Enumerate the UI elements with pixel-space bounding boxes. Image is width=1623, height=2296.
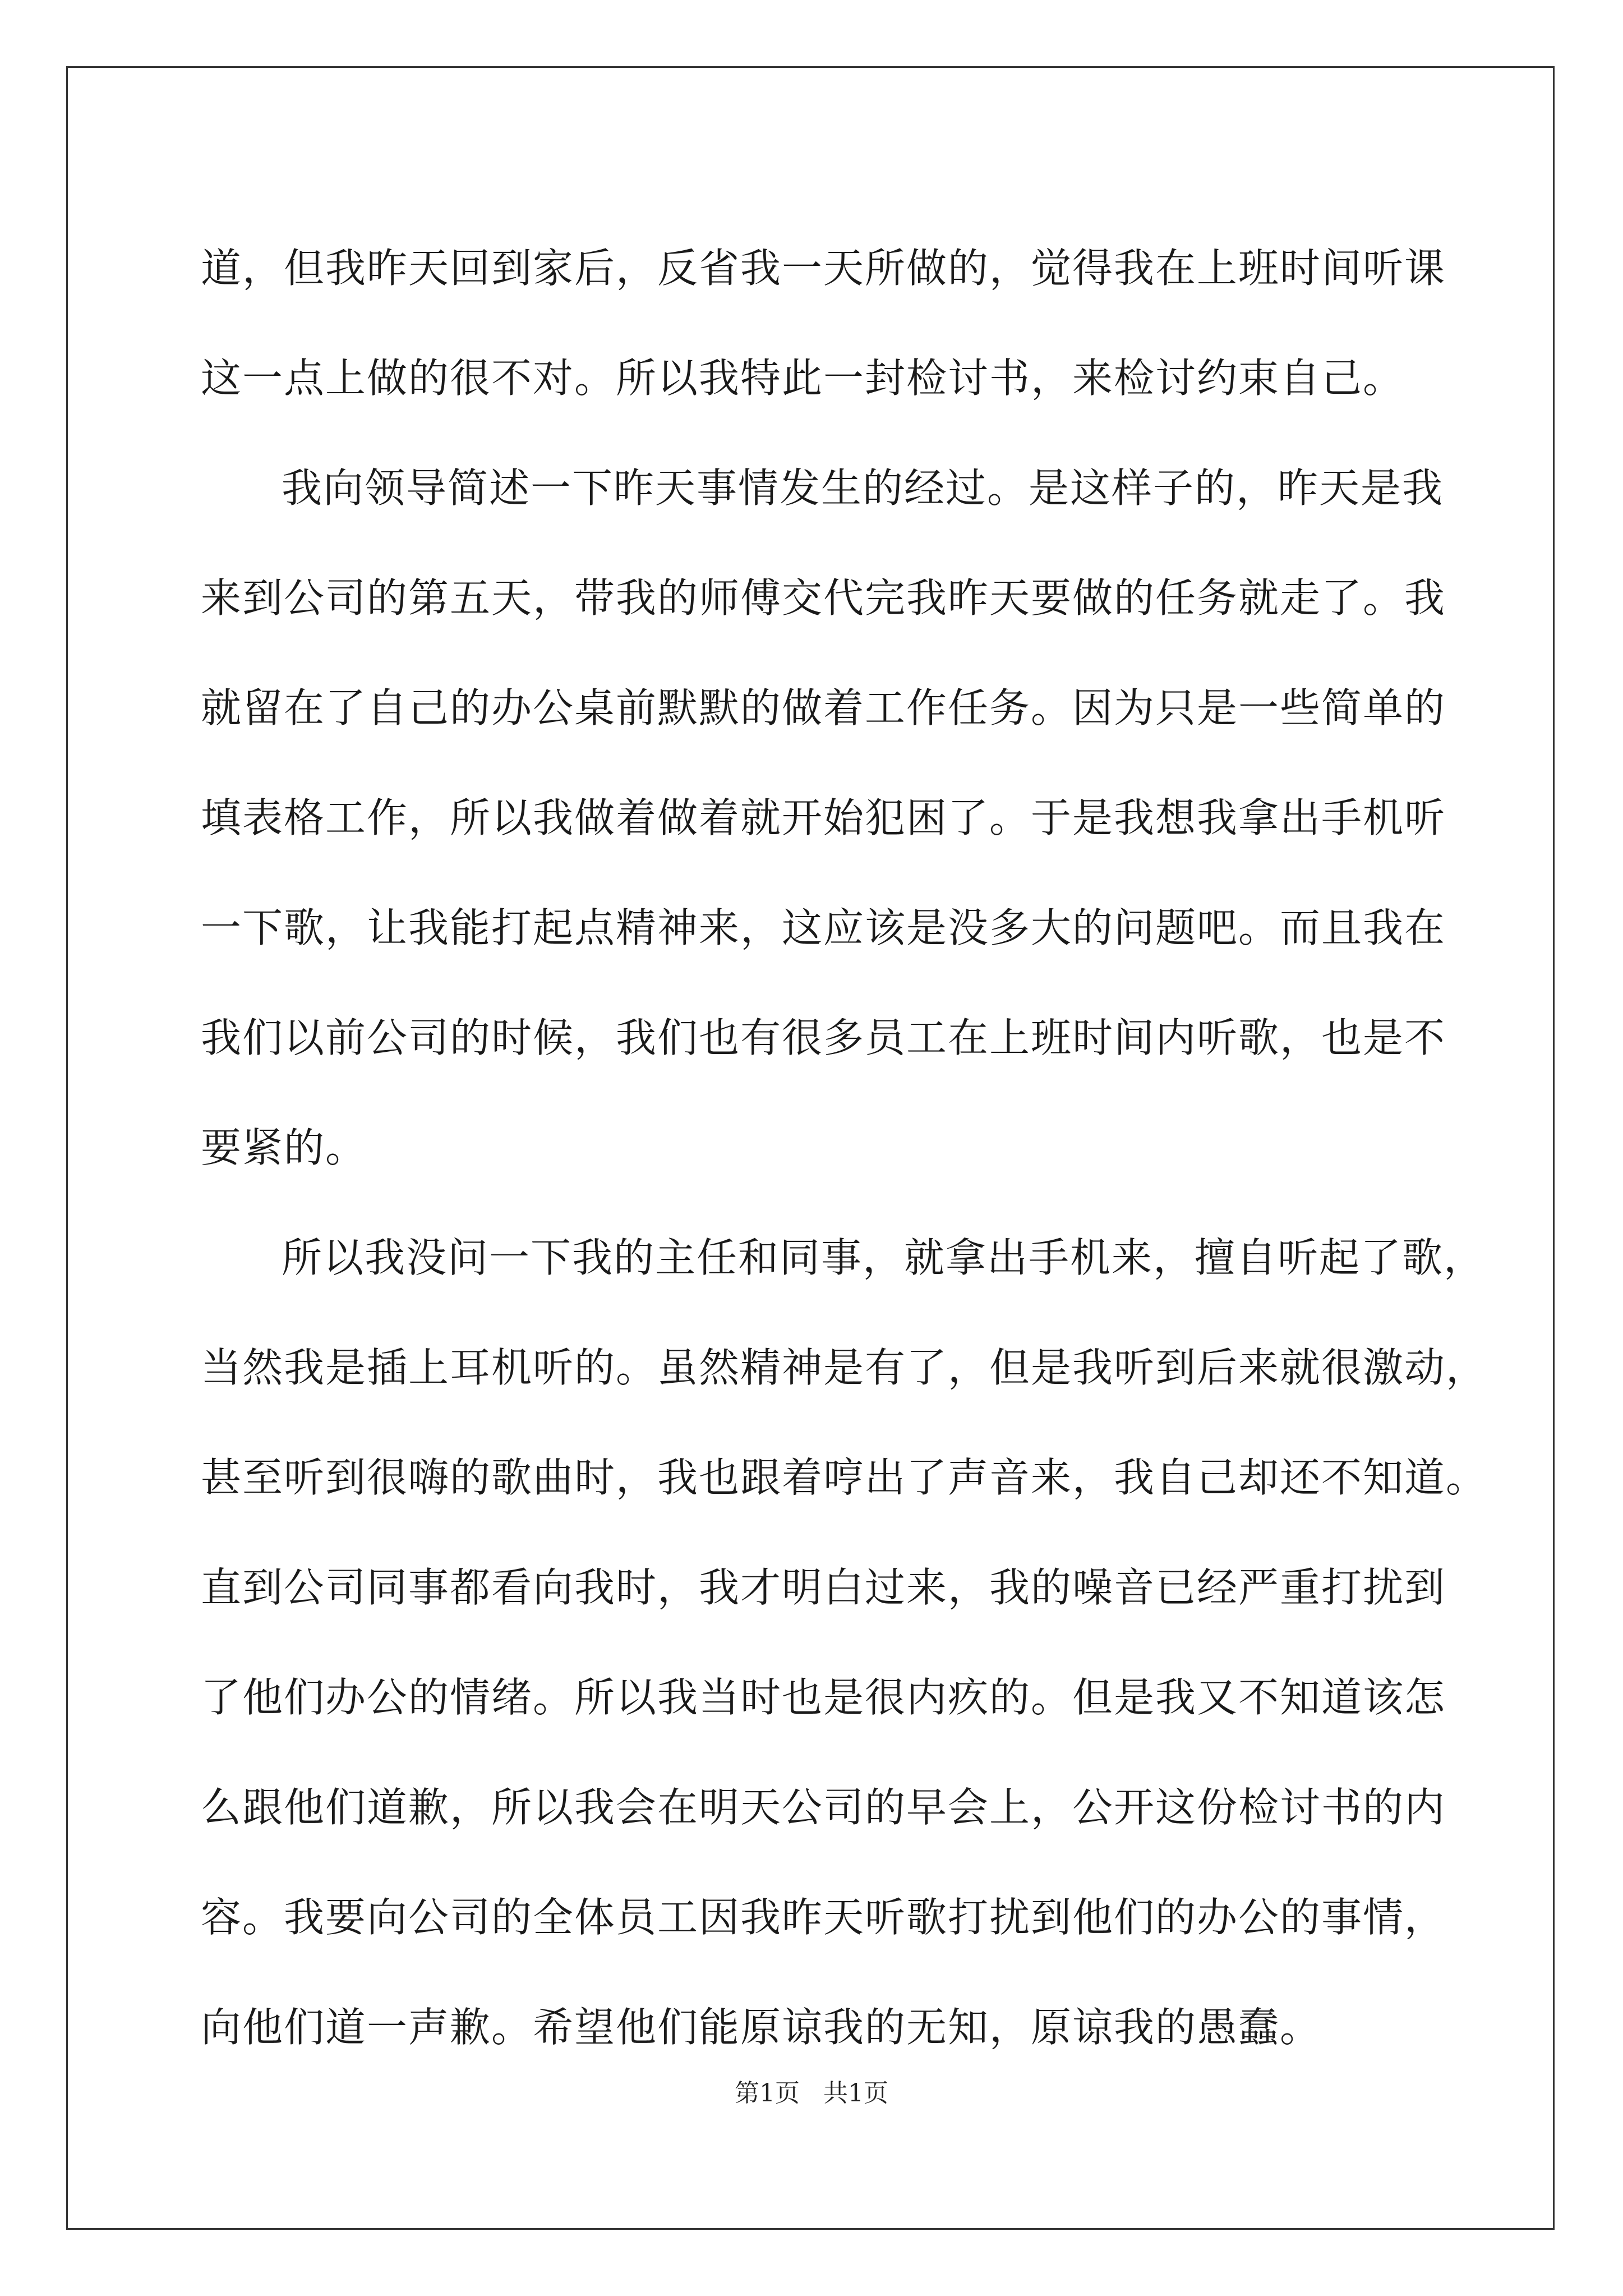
text-line: 道，但我昨天回到家后，反省我一天所做的，觉得我在上班时间听课	[201, 245, 1446, 292]
text-line: 向他们道一声歉。希望他们能原谅我的无知，原谅我的愚蠢。	[201, 2004, 1322, 2051]
page-number: 第1页 共1页	[735, 2079, 888, 2108]
text-line: 所以我没问一下我的主任和同事，就拿出手机来，擅自听起了歌，	[282, 1234, 1486, 1281]
text-line: 要紧的。	[201, 1124, 367, 1171]
text-line: 当然我是插上耳机听的。虽然精神是有了，但是我听到后来就很激动，	[201, 1344, 1488, 1391]
body-text	[201, 213, 1488, 2082]
text-line: 了他们办公的情绪。所以我当时也是很内疚的。但是我又不知道该怎	[201, 1674, 1446, 1721]
text-line: 填表格工作，所以我做着做着就开始犯困了。于是我想我拿出手机听	[201, 794, 1446, 841]
text-line: 我向领导简述一下昨天事情发生的经过。是这样子的，昨天是我	[282, 464, 1444, 512]
text-line: 直到公司同事都看向我时，我才明白过来，我的噪音已经严重打扰到	[201, 1564, 1446, 1611]
text-line: 么跟他们道歉，所以我会在明天公司的早会上，公开这份检讨书的内	[201, 1784, 1446, 1831]
text-line: 来到公司的第五天，带我的师傅交代完我昨天要做的任务就走了。我	[201, 574, 1446, 622]
text-line: 就留在了自己的办公桌前默默的做着工作任务。因为只是一些简单的	[201, 684, 1446, 731]
text-line: 甚至听到很嗨的歌曲时，我也跟着哼出了声音来，我自己却还不知道。	[201, 1454, 1488, 1501]
text-line: 我们以前公司的时候，我们也有很多员工在上班时间内听歌，也是不	[201, 1014, 1446, 1061]
text-line: 这一点上做的很不对。所以我特此一封检讨书，来检讨约束自己。	[201, 355, 1405, 402]
text-line: 容。我要向公司的全体员工因我昨天听歌打扰到他们的办公的事情，	[201, 1894, 1446, 1941]
text-line: 一下歌，让我能打起点精神来，这应该是没多大的问题吧。而且我在	[201, 904, 1446, 951]
